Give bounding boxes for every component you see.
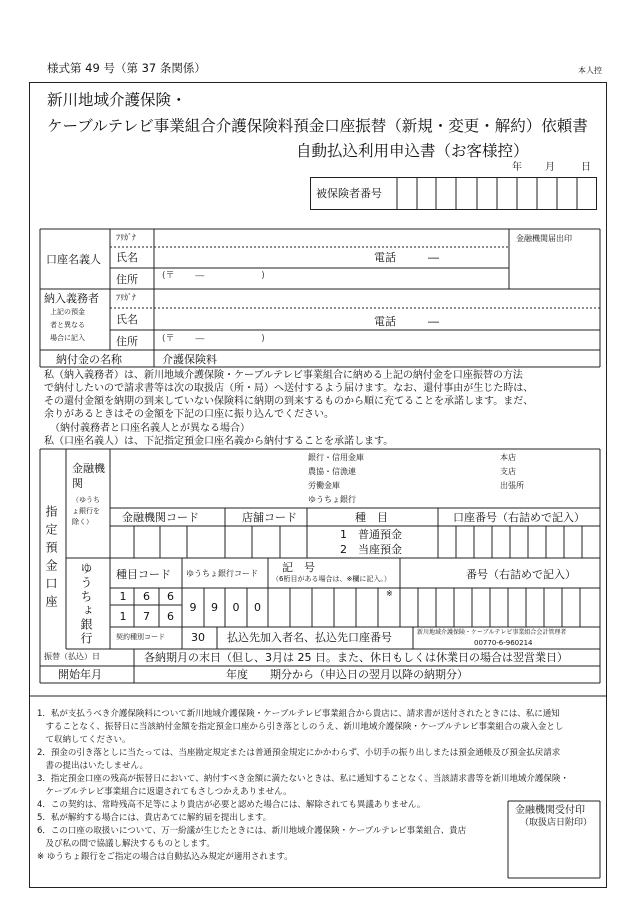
type-code-label: 種目コード	[116, 568, 171, 581]
note-line-1: 1．私が支払うべき介護保険料について新川地域介護保険・ケーブルテレビ事業組合から貴店に、請求書が送付されたときには、私に通知	[37, 709, 560, 719]
note-line-7: ケーブルテレビ事業組合に返還されてもさしつかえありません。	[37, 787, 292, 797]
yucho-number-label: 番号（右詰めで記入）	[466, 568, 576, 581]
payment-name-label: 納付金の名称	[56, 353, 122, 366]
payer-note-3: 場合に記入	[50, 334, 85, 342]
payer-phone-dash: ―	[428, 315, 439, 328]
type-code-r1-2: 6	[143, 590, 150, 603]
insured-number-label: 被保険者番号	[316, 187, 382, 200]
form-number: 様式第 49 号（第 37 条関係）	[47, 61, 206, 75]
bank-label: 金融機関	[72, 462, 105, 490]
contract-code-label: 契約種別コード	[116, 633, 165, 641]
transfer-date-value: 各納期月の末日（但し、3月は 25 日。また、休日もしくは休業日の場合は翌営業日）	[144, 651, 568, 664]
account-holder-name-label: 氏名	[116, 251, 138, 264]
title-line2: ケーブルテレビ事業組合介護保険料預金口座振替（新規・変更・解約）依頼書	[47, 117, 588, 135]
reception-stamp-line2: （取扱店日附印）	[520, 818, 593, 828]
note-line-3: て収納してください。	[37, 735, 131, 745]
symbol-note: （6桁目がある場合は、※欄に記入。）	[272, 575, 391, 583]
note-line-12: ※ ゆうちょ銀行をご指定の場合は自動払込み規定が適用されます。	[37, 852, 293, 862]
branch-type-2: 支店	[500, 467, 516, 476]
payer-furigana-label: ﾌﾘｶﾞﾅ	[116, 293, 136, 302]
consent-line-3: その還付金額を納期の到来していない保険料に納期の到来するものから順に充てることを承諾します。まだ、	[44, 396, 534, 407]
yucho-code-digit-4: 0	[254, 601, 261, 614]
bank-code-label: 金融機関コード	[122, 511, 199, 524]
payer-name-label: 氏名	[116, 313, 138, 326]
type-code-r2-2: 7	[143, 610, 150, 623]
date-year: 年	[512, 162, 522, 173]
yucho-bank-code-label: ゆうちょ銀行コード	[186, 569, 258, 578]
item-option-1: 1 普通預金	[340, 528, 402, 541]
yucho-label: ゆうちょ銀行	[79, 562, 93, 646]
account-holder-phone-dash: ―	[428, 251, 439, 264]
payment-name-value: 介護保険料	[162, 353, 217, 366]
designated-account-label: 指定預金口座	[44, 505, 58, 613]
yucho-code-digit-2: 9	[211, 601, 218, 614]
payer-note-2: 者と異なる	[50, 321, 85, 329]
payer-postal: (〒 ― )	[162, 334, 265, 344]
title-line3: 自動払込利用申込書（お客様控）	[296, 142, 529, 160]
bank-note: （ゆうちょ銀行を除く）	[72, 496, 100, 526]
start-month-label: 開始年月	[58, 668, 102, 681]
consent-line-4: 余りがあるときはその金額を下記の口座に振り込んでください。	[44, 409, 334, 420]
note-line-2: することなく、振替日に当該納付金額を指定預金口座から引き落としのうえ、新川地域介護保険・ケーブルテレビ事業組合の歳入金とし	[37, 722, 564, 732]
note-line-8: 4．この契約は、常時残高不足等により貴店が必要と認めた場合には、解除されても異議ありません。	[37, 800, 426, 810]
account-holder-postal: (〒 ― )	[162, 271, 265, 281]
payee-name: 新川地域介護保険・ケーブルテレビ事業組合会計管理者	[417, 629, 567, 636]
contract-code-value: 30	[191, 631, 205, 644]
yucho-code-digit-1: 9	[189, 601, 197, 614]
account-holder-label: 口座名義人	[46, 253, 101, 266]
payee-label: 払込先加入者名、払込先口座番号	[227, 631, 392, 644]
note-line-10: 6．この口座の取扱いについて、万一紛議が生じたときには、新川地域介護保険・ケーブルテレビ事業組合、貴店	[37, 826, 467, 836]
item-label: 種 目	[355, 511, 388, 524]
type-code-r2-1: 1	[119, 610, 127, 623]
symbol-label: 記 号	[282, 561, 315, 574]
reception-stamp-line1: 金融機関受付印	[515, 805, 585, 816]
note-line-6: 3．指定預金口座の残高が振替日において、納付すべき金額に満たないときは、私に通知することなく、当該請求書等を新川地域介護保険・	[37, 774, 569, 784]
payer-phone-label: 電話	[374, 315, 396, 328]
bank-type-1: 銀行・信用金庫	[308, 453, 364, 462]
item-option-2: 2 当座預金	[340, 543, 402, 556]
consent-line-1: 私（納入義務者）は、新川地域介護保険・ケーブルテレビ事業組合に納める上記の納付金を口座振替の方法	[44, 370, 523, 381]
transfer-date-label: 振替（払込）日	[44, 652, 100, 661]
date-day: 日	[581, 162, 591, 173]
branch-type-3: 出張所	[500, 481, 524, 490]
consent-line-2: で納付したいので請求書等は次の取扱店（所・局）へ送付するよう届けます。なお、還付事由が生じた時は、	[44, 383, 534, 394]
account-holder-furigana-label: ﾌﾘｶﾞﾅ	[116, 233, 136, 242]
account-no-label: 口座番号（右詰めで記入）	[453, 511, 585, 524]
yucho-code-digit-3: 0	[232, 601, 240, 614]
date-month: 月	[545, 162, 555, 173]
type-code-r1-3: 6	[167, 590, 174, 603]
title-line1: 新川地域介護保険・	[47, 91, 187, 109]
account-holder-phone-label: 電話	[374, 251, 396, 264]
consent-line-6: 私（口座名義人）は、下記指定預金口座名義から納付することを承諾します。	[44, 436, 394, 447]
bank-type-4: ゆうちょ銀行	[308, 495, 356, 504]
branch-type-1: 本店	[500, 453, 516, 462]
type-code-r1-1: 1	[119, 590, 127, 603]
start-month-value: 年度 期分から（申込日の翌月以降の納期分）	[226, 668, 468, 681]
branch-code-label: 店舗コード	[242, 511, 297, 524]
consent-line-5: （納付義務者と口座名義人とが異なる場合）	[50, 423, 250, 434]
payer-label: 納入義務者	[44, 292, 99, 305]
bank-stamp-label: 金融機関届出印	[516, 234, 572, 243]
payee-account: 00770-6-960214	[474, 639, 533, 647]
note-line-5: 書の提出はいたしません。	[37, 761, 149, 771]
note-line-9: 5．私が解約する場合には、貴店あてに解約届を提出します。	[37, 813, 272, 823]
type-code-r2-3: 6	[167, 610, 174, 623]
bank-type-2: 農協・信漁連	[308, 467, 356, 476]
payer-note-1: 上記の預金	[50, 308, 85, 316]
bank-type-3: 労働金庫	[308, 481, 340, 490]
payer-address-label: 住所	[116, 335, 138, 348]
copy-label: 本人控	[578, 66, 602, 75]
asterisk-mark: ※	[386, 589, 393, 598]
note-line-4: 2．預金の引き落としに当たっては、当座勘定規定または普通預金規定にかかわらず、小切手の振り出しまたは預金通帳及び預金払戻請求	[37, 748, 561, 758]
note-line-11: 及び私の間で協議し解決するものとします。	[37, 839, 215, 849]
account-holder-address-label: 住所	[116, 273, 138, 286]
